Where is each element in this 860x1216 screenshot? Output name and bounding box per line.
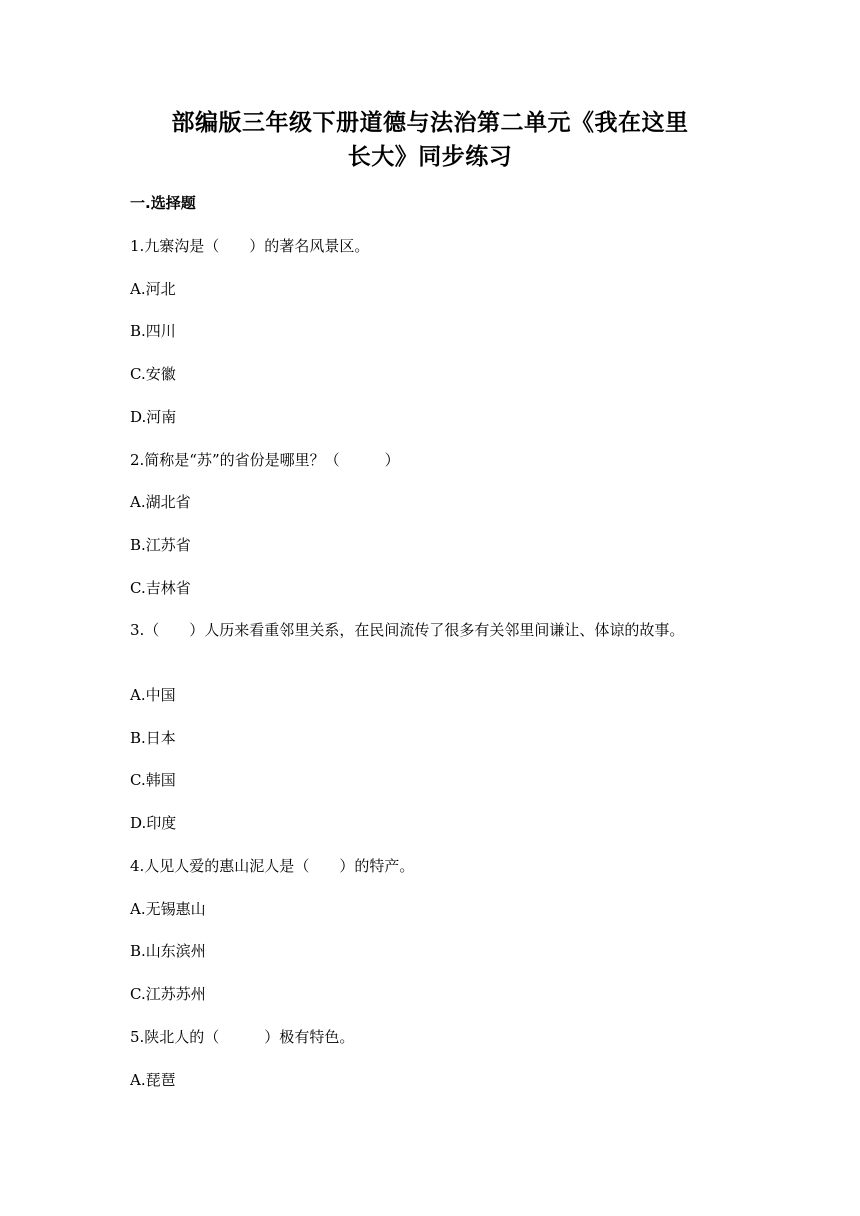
question-3-option-b: B.日本 bbox=[130, 729, 176, 747]
question-4-stem: 4.人见人爱的惠山泥人是（ ）的特产。 bbox=[130, 857, 415, 875]
document-title-line-2: 长大》同步练习 bbox=[347, 144, 513, 170]
section-heading-multiple-choice: 一.选择题 bbox=[130, 194, 196, 212]
question-1-option-a: A.河北 bbox=[130, 280, 176, 298]
question-1-option-c: C.安徽 bbox=[130, 365, 176, 383]
question-2-option-c: C.吉林省 bbox=[130, 579, 191, 597]
question-5-stem: 5.陕北人的（ ）极有特色。 bbox=[130, 1028, 355, 1046]
question-3-option-a: A.中国 bbox=[130, 686, 176, 704]
question-4-option-c: C.江苏苏州 bbox=[130, 985, 206, 1003]
question-5-option-a: A.琵琶 bbox=[130, 1071, 176, 1089]
question-2-option-a: A.湖北省 bbox=[130, 493, 191, 511]
question-1-option-d: D.河南 bbox=[130, 408, 177, 426]
question-2-stem: 2.简称是“苏”的省份是哪里？（ ） bbox=[130, 451, 400, 469]
question-4-option-b: B.山东滨州 bbox=[130, 942, 206, 960]
question-4-option-a: A.无锡惠山 bbox=[130, 900, 206, 918]
question-3-option-d: D.印度 bbox=[130, 814, 177, 832]
question-1-option-b: B.四川 bbox=[130, 322, 176, 340]
question-1-stem: 1.九寨沟是（ ）的著名风景区。 bbox=[130, 237, 370, 255]
document-title-line-1: 部编版三年级下册道德与法治第二单元《我在这里 bbox=[171, 110, 689, 136]
question-3-option-c: C.韩国 bbox=[130, 771, 176, 789]
question-3-stem: 3.（ ）人历来看重邻里关系，在民间流传了很多有关邻里间谦让、体谅的故事。 bbox=[130, 621, 685, 639]
question-2-option-b: B.江苏省 bbox=[130, 536, 191, 554]
